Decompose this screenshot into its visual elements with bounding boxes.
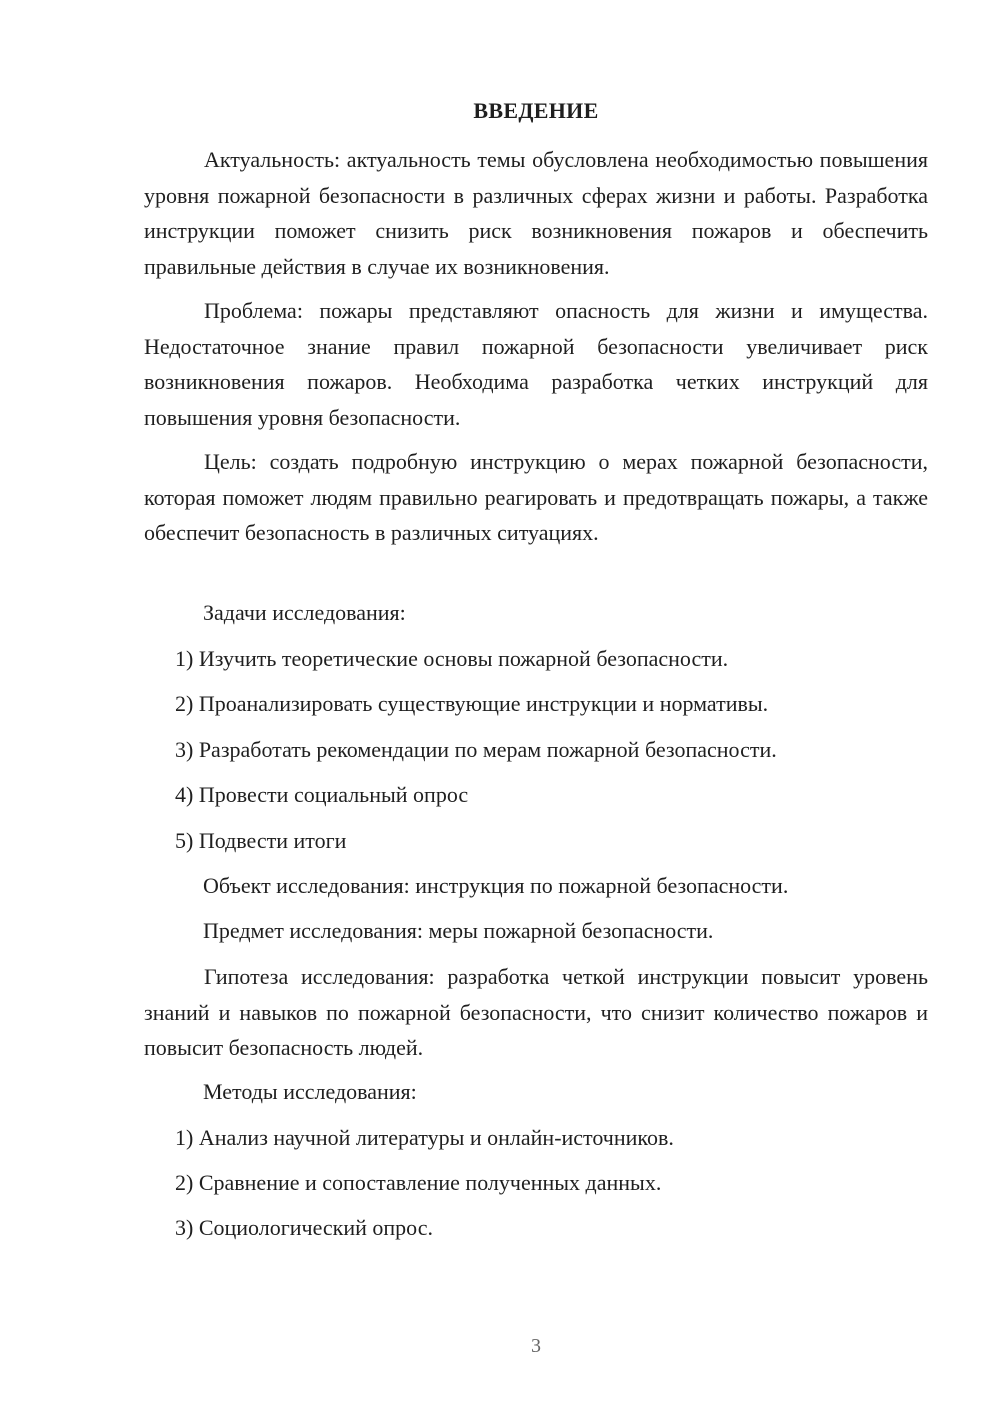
task-item-4: 4) Провести социальный опрос: [175, 782, 469, 807]
research-subject: Предмет исследования: меры пожарной безопасности.: [203, 918, 714, 943]
method-item-1: 1) Анализ научной литературы и онлайн-источников.: [175, 1125, 674, 1150]
hypothesis-paragraph: Гипотеза исследования: разработка четкой инструкции повысит уровень знаний и навыков по пожарной безопасности, что снизит количество пожаров и повысит безопасность людей.: [144, 964, 928, 1060]
method-item-2: 2) Сравнение и сопоставление полученных данных.: [175, 1170, 662, 1195]
task-item-3: 3) Разработать рекомендации по мерам пожарной безопасности.: [175, 737, 777, 762]
relevance-paragraph: Актуальность: актуальность темы обусловлена необходимостью повышения уровня пожарной безопасности в различных сферах жизни и работы. Разработка инструкции поможет снизить риск возникновения пожаров и обеспечить правильные действия в случае их возникновения.: [144, 147, 928, 279]
tasks-heading: Задачи исследования:: [203, 600, 406, 625]
methods-heading: Методы исследования:: [203, 1079, 417, 1104]
page-number: 3: [531, 1335, 541, 1357]
method-item-3: 3) Социологический опрос.: [175, 1215, 433, 1240]
problem-paragraph: Проблема: пожары представляют опасность для жизни и имущества. Недостаточное знание правил пожарной безопасности увеличивает риск возникновения пожаров. Необходима разработка четких инструкций для повышения уровня безопасности.: [144, 298, 928, 430]
research-object: Объект исследования: инструкция по пожарной безопасности.: [203, 873, 789, 898]
task-item-2: 2) Проанализировать существующие инструкции и нормативы.: [175, 691, 769, 716]
page-title: ВВЕДЕНИЕ: [473, 98, 599, 123]
task-item-1: 1) Изучить теоретические основы пожарной безопасности.: [175, 646, 729, 671]
task-item-5: 5) Подвести итоги: [175, 828, 347, 853]
goal-paragraph: Цель: создать подробную инструкцию о мерах пожарной безопасности, которая поможет людям правильно реагировать и предотвращать пожары, а также обеспечит безопасность в различных ситуациях.: [144, 449, 928, 545]
